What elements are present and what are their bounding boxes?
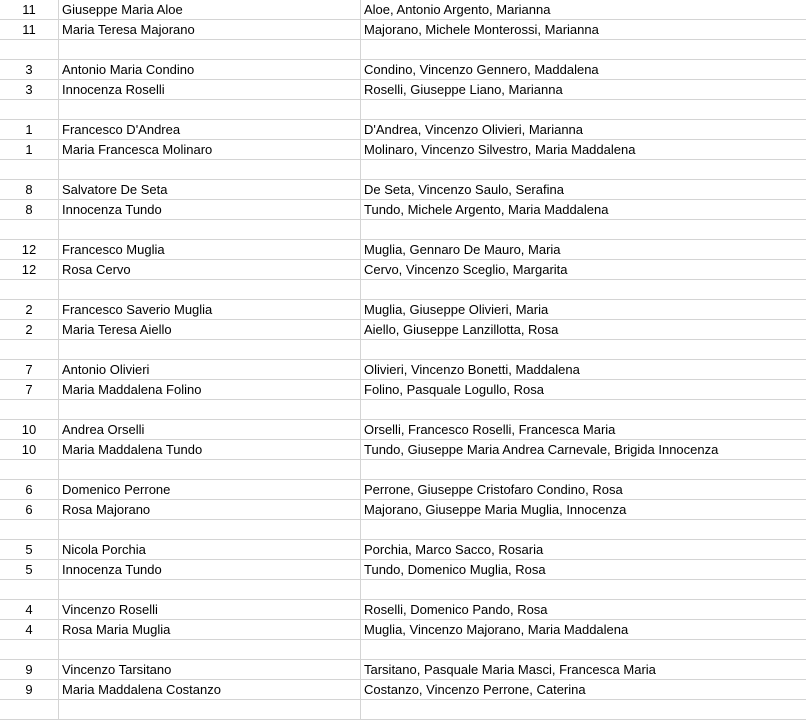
table-row (0, 480, 806, 500)
table-row (0, 20, 806, 40)
cell-number[interactable]: 4 (0, 620, 59, 640)
table-row (0, 0, 806, 20)
table-row (0, 680, 806, 700)
cell-number[interactable]: 3 (0, 60, 59, 80)
cell-parents[interactable]: Porchia, Marco Sacco, Rosaria (361, 540, 806, 560)
cell-spouse-name[interactable]: Francesco D'Andrea (59, 120, 361, 140)
table-row (0, 360, 806, 380)
cell-spouse-name[interactable]: Francesco Muglia (59, 240, 361, 260)
cell-spouse-name[interactable]: Maria Teresa Aiello (59, 320, 361, 340)
cell-number[interactable] (0, 460, 59, 480)
cell-number[interactable] (0, 700, 59, 720)
table-row (0, 700, 806, 720)
cell-spouse-name[interactable]: Maria Teresa Majorano (59, 20, 361, 40)
cell-number[interactable]: 2 (0, 300, 59, 320)
table-row (0, 140, 806, 160)
cell-spouse-name[interactable]: Nicola Porchia (59, 540, 361, 560)
cell-parents[interactable] (361, 280, 806, 300)
cell-spouse-name[interactable]: Giuseppe Maria Aloe (59, 0, 361, 20)
cell-parents[interactable] (361, 520, 806, 540)
cell-parents[interactable]: Majorano, Giuseppe Maria Muglia, Innocenza (361, 500, 806, 520)
cell-spouse-name[interactable]: Antonio Olivieri (59, 360, 361, 380)
cell-spouse-name[interactable]: Maria Francesca Molinaro (59, 140, 361, 160)
cell-parents[interactable]: Tundo, Domenico Muglia, Rosa (361, 560, 806, 580)
cell-spouse-name[interactable]: Maria Maddalena Folino (59, 380, 361, 400)
cell-parents[interactable]: Muglia, Gennaro De Mauro, Maria (361, 240, 806, 260)
table-row (0, 280, 806, 300)
cell-spouse-name[interactable] (59, 400, 361, 420)
cell-spouse-name[interactable]: Francesco Saverio Muglia (59, 300, 361, 320)
table-row (0, 520, 806, 540)
cell-number[interactable]: 1 (0, 120, 59, 140)
cell-spouse-name[interactable] (59, 160, 361, 180)
table-row (0, 440, 806, 460)
cell-parents[interactable]: Aloe, Antonio Argento, Marianna (361, 0, 806, 20)
cell-spouse-name[interactable]: Innocenza Tundo (59, 560, 361, 580)
cell-number[interactable]: 9 (0, 660, 59, 680)
cell-parents[interactable] (361, 160, 806, 180)
cell-spouse-name[interactable]: Innocenza Tundo (59, 200, 361, 220)
cell-number[interactable]: 4 (0, 600, 59, 620)
table-row (0, 560, 806, 580)
cell-spouse-name[interactable] (59, 340, 361, 360)
cell-parents[interactable] (361, 400, 806, 420)
cell-number[interactable]: 12 (0, 260, 59, 280)
cell-spouse-name[interactable]: Innocenza Roselli (59, 80, 361, 100)
table-row (0, 660, 806, 680)
cell-parents[interactable] (361, 640, 806, 660)
cell-parents[interactable] (361, 460, 806, 480)
cell-number[interactable] (0, 280, 59, 300)
table-row (0, 60, 806, 80)
cell-number[interactable] (0, 220, 59, 240)
cell-spouse-name[interactable] (59, 640, 361, 660)
cell-parents[interactable]: Costanzo, Vincenzo Perrone, Caterina (361, 680, 806, 700)
table-row (0, 540, 806, 560)
cell-parents[interactable]: Tundo, Michele Argento, Maria Maddalena (361, 200, 806, 220)
cell-parents[interactable] (361, 220, 806, 240)
cell-spouse-name[interactable]: Domenico Perrone (59, 480, 361, 500)
table-row (0, 240, 806, 260)
cell-spouse-name[interactable] (59, 220, 361, 240)
table-row (0, 420, 806, 440)
table-row (0, 300, 806, 320)
table-row (0, 220, 806, 240)
table-row (0, 500, 806, 520)
table-row (0, 340, 806, 360)
table-row (0, 180, 806, 200)
cell-spouse-name[interactable] (59, 700, 361, 720)
cell-parents[interactable]: Majorano, Michele Monterossi, Marianna (361, 20, 806, 40)
cell-spouse-name[interactable]: Vincenzo Roselli (59, 600, 361, 620)
cell-spouse-name[interactable]: Rosa Maria Muglia (59, 620, 361, 640)
cell-parents[interactable] (361, 40, 806, 60)
cell-number[interactable] (0, 160, 59, 180)
cell-parents[interactable] (361, 340, 806, 360)
table-row (0, 260, 806, 280)
cell-number[interactable] (0, 40, 59, 60)
cell-number[interactable] (0, 400, 59, 420)
cell-parents[interactable]: Aiello, Giuseppe Lanzillotta, Rosa (361, 320, 806, 340)
cell-number[interactable]: 6 (0, 500, 59, 520)
cell-spouse-name[interactable]: Salvatore De Seta (59, 180, 361, 200)
cell-parents[interactable] (361, 580, 806, 600)
cell-spouse-name[interactable] (59, 40, 361, 60)
cell-spouse-name[interactable] (59, 520, 361, 540)
cell-number[interactable]: 2 (0, 320, 59, 340)
cell-number[interactable]: 11 (0, 0, 59, 20)
cell-number[interactable]: 5 (0, 540, 59, 560)
cell-parents[interactable]: Folino, Pasquale Logullo, Rosa (361, 380, 806, 400)
table-row (0, 600, 806, 620)
table-row (0, 640, 806, 660)
cell-parents[interactable]: Muglia, Giuseppe Olivieri, Maria (361, 300, 806, 320)
cell-number[interactable]: 7 (0, 380, 59, 400)
cell-parents[interactable]: Cervo, Vincenzo Sceglio, Margarita (361, 260, 806, 280)
cell-parents[interactable]: Perrone, Giuseppe Cristofaro Condino, Rosa (361, 480, 806, 500)
cell-spouse-name[interactable]: Rosa Cervo (59, 260, 361, 280)
cell-number[interactable]: 9 (0, 680, 59, 700)
cell-spouse-name[interactable]: Andrea Orselli (59, 420, 361, 440)
cell-parents[interactable]: D'Andrea, Vincenzo Olivieri, Marianna (361, 120, 806, 140)
cell-spouse-name[interactable] (59, 100, 361, 120)
cell-parents[interactable]: Roselli, Giuseppe Liano, Marianna (361, 80, 806, 100)
cell-number[interactable] (0, 340, 59, 360)
cell-parents[interactable]: Condino, Vincenzo Gennero, Maddalena (361, 60, 806, 80)
cell-number[interactable] (0, 100, 59, 120)
cell-parents[interactable]: Orselli, Francesco Roselli, Francesca Maria (361, 420, 806, 440)
cell-parents[interactable] (361, 700, 806, 720)
cell-parents[interactable]: Roselli, Domenico Pando, Rosa (361, 600, 806, 620)
table-row (0, 200, 806, 220)
cell-spouse-name[interactable]: Maria Maddalena Costanzo (59, 680, 361, 700)
cell-parents[interactable]: De Seta, Vincenzo Saulo, Serafina (361, 180, 806, 200)
cell-spouse-name[interactable]: Antonio Maria Condino (59, 60, 361, 80)
cell-number[interactable]: 10 (0, 420, 59, 440)
cell-spouse-name[interactable] (59, 460, 361, 480)
table-row (0, 100, 806, 120)
cell-parents[interactable]: Olivieri, Vincenzo Bonetti, Maddalena (361, 360, 806, 380)
table-row (0, 580, 806, 600)
cell-number[interactable]: 6 (0, 480, 59, 500)
cell-number[interactable]: 7 (0, 360, 59, 380)
cell-number[interactable]: 3 (0, 80, 59, 100)
table-row (0, 120, 806, 140)
cell-parents[interactable]: Molinaro, Vincenzo Silvestro, Maria Maddalena (361, 140, 806, 160)
cell-spouse-name[interactable] (59, 580, 361, 600)
cell-parents[interactable]: Muglia, Vincenzo Majorano, Maria Maddalena (361, 620, 806, 640)
cell-spouse-name[interactable]: Rosa Majorano (59, 500, 361, 520)
cell-number[interactable]: 5 (0, 560, 59, 580)
cell-number[interactable]: 8 (0, 180, 59, 200)
cell-parents[interactable] (361, 100, 806, 120)
table-row (0, 320, 806, 340)
cell-number[interactable] (0, 640, 59, 660)
cell-number[interactable]: 8 (0, 200, 59, 220)
cell-spouse-name[interactable] (59, 280, 361, 300)
cell-number[interactable] (0, 520, 59, 540)
table-row (0, 400, 806, 420)
table-row (0, 80, 806, 100)
cell-spouse-name[interactable]: Maria Maddalena Tundo (59, 440, 361, 460)
cell-number[interactable]: 1 (0, 140, 59, 160)
cell-parents[interactable]: Tarsitano, Pasquale Maria Masci, Francesca Maria (361, 660, 806, 680)
cell-spouse-name[interactable]: Vincenzo Tarsitano (59, 660, 361, 680)
cell-number[interactable] (0, 580, 59, 600)
table-row (0, 620, 806, 640)
cell-number[interactable]: 12 (0, 240, 59, 260)
cell-number[interactable]: 10 (0, 440, 59, 460)
table-row (0, 160, 806, 180)
cell-number[interactable]: 11 (0, 20, 59, 40)
table-row (0, 40, 806, 60)
table-row (0, 460, 806, 480)
table-row (0, 380, 806, 400)
cell-parents[interactable]: Tundo, Giuseppe Maria Andrea Carnevale, Brigida Innocenza (361, 440, 806, 460)
